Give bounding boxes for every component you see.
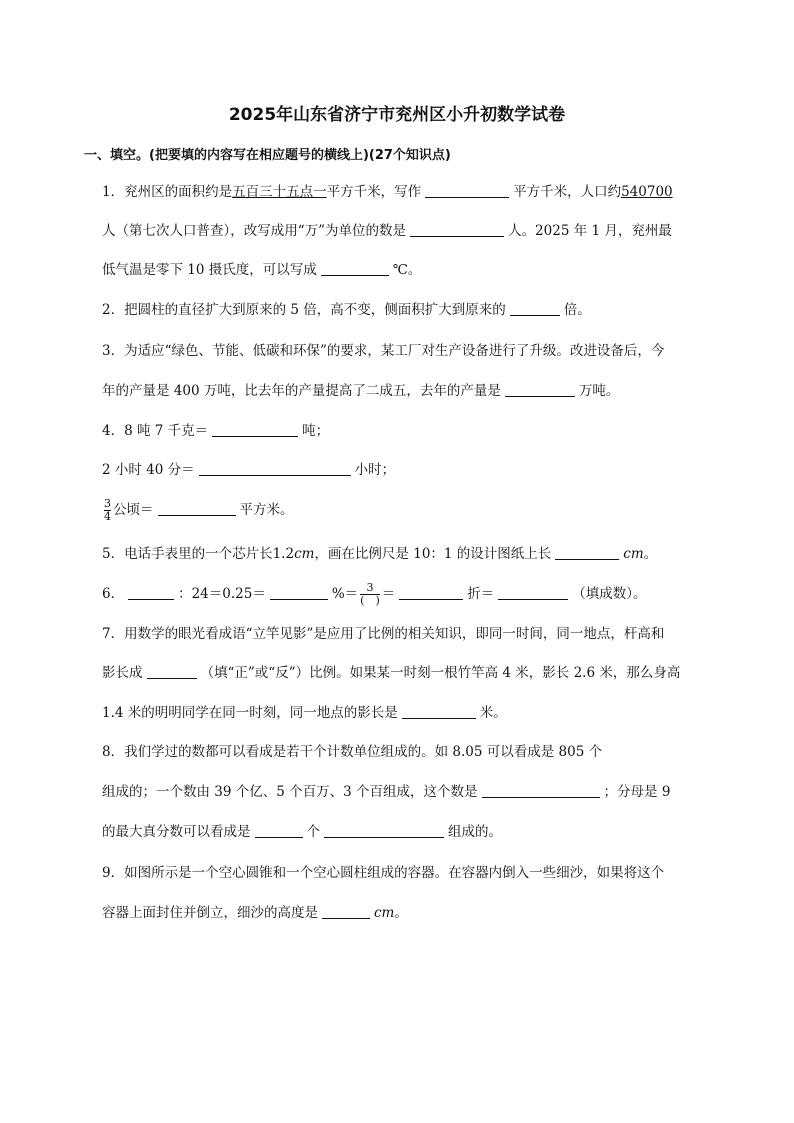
answer-blank[interactable] xyxy=(425,183,509,198)
answer-blank[interactable] xyxy=(410,222,504,237)
answer-blank[interactable] xyxy=(322,904,370,919)
answer-blank[interactable] xyxy=(321,261,389,276)
question-2: 2．把圆柱的直径扩大到原来的 5 倍，高不变，侧面积扩大到原来的 倍。 xyxy=(102,302,591,318)
answer-blank[interactable] xyxy=(270,585,328,600)
answer-blank[interactable] xyxy=(482,783,600,798)
answer-blank[interactable] xyxy=(510,301,560,316)
question-6: 6． ：24＝0.25＝ %＝ $\frac{3}{( )}$ ＝ 折＝ （填成数）。 xyxy=(102,581,647,607)
question-1-line-2: 人（第七次人口普查），改写成用“万”为单位的数是 人。2025 年 1 月，兖州最 xyxy=(102,223,672,239)
answer-blank[interactable] xyxy=(555,545,619,560)
question-8-line-3: 的最大真分数可以看成是 个 组成的。 xyxy=(102,824,502,840)
answer-blank[interactable] xyxy=(324,823,444,838)
answer-blank[interactable] xyxy=(255,823,303,838)
fraction: $\frac{3}{4}$ xyxy=(104,497,111,523)
answer-blank[interactable] xyxy=(147,664,197,679)
question-3-line-1: 3．为适应“绿色、节能、低碳和环保”的要求，某工厂对生产设备进行了升级。改进设备后，今 xyxy=(102,343,665,359)
question-3-line-2: 年的产量是 400 万吨，比去年的产量提高了二成五，去年的产量是 万吨。 xyxy=(102,383,620,399)
question-7-line-2: 影长成 （填“正”或“反”）比例。如果某一时刻一根竹竿高 4 米，影长 2.6 米，那么身高 xyxy=(102,665,681,681)
answer-blank[interactable] xyxy=(498,585,568,600)
answer-blank[interactable] xyxy=(402,704,476,719)
question-5: 5．电话手表里的一个芯片长1.2cm，画在比例尺是 10：1 的设计图纸上长 cm。 xyxy=(102,546,658,562)
question-7-line-1: 7．用数学的眼光看成语“立竿见影”是应用了比例的相关知识，即同一时间，同一地点，杆高和 xyxy=(102,626,665,642)
answer-blank[interactable] xyxy=(128,585,174,600)
answer-blank[interactable] xyxy=(212,422,298,437)
question-4-line-1: 4．8 吨 7 千克＝ 吨； xyxy=(102,423,330,439)
answer-blank[interactable] xyxy=(199,461,351,476)
question-4-line-3: $\frac{3}{4}$ 公顷＝ 平方米。 xyxy=(104,497,294,523)
question-9-line-1: 9．如图所示是一个空心圆锥和一个空心圆柱组成的容器。在容器内倒入一些细沙，如果将这个 xyxy=(102,865,665,881)
answer-blank[interactable] xyxy=(158,501,236,516)
question-4-line-2: 2 小时 40 分＝ 小时； xyxy=(102,462,396,478)
section-heading: 一、填空。(把要填的内容写在相应题号的横线上)(27个知识点) xyxy=(84,148,451,163)
question-9-line-2: 容器上面封住并倒立，细沙的高度是 cm。 xyxy=(102,905,408,921)
answer-blank[interactable] xyxy=(505,382,575,397)
answer-blank[interactable] xyxy=(399,585,463,600)
question-1-line-3: 低气温是零下 10 摄氏度，可以写成 ℃。 xyxy=(102,262,422,278)
question-8-line-2: 组成的；一个数由 39 个亿、5 个百万、3 个百组成，这个数是 ；分母是 9 xyxy=(102,784,671,800)
question-8-line-1: 8．我们学过的数都可以看成是若干个计数单位组成的。如 8.05 可以看成是 805 个 xyxy=(102,744,603,760)
fraction: $\frac{3}{( )}$ xyxy=(360,581,380,607)
question-1-line-1: 1．兖州区的面积约是五百三十五点一平方千米，写作 平方千米，人口约540700 xyxy=(102,184,673,200)
page-title: 2025年山东省济宁市兖州区小升初数学试卷 xyxy=(228,105,566,125)
question-7-line-3: 1.4 米的明明同学在同一时刻，同一地点的影长是 米。 xyxy=(102,705,507,721)
